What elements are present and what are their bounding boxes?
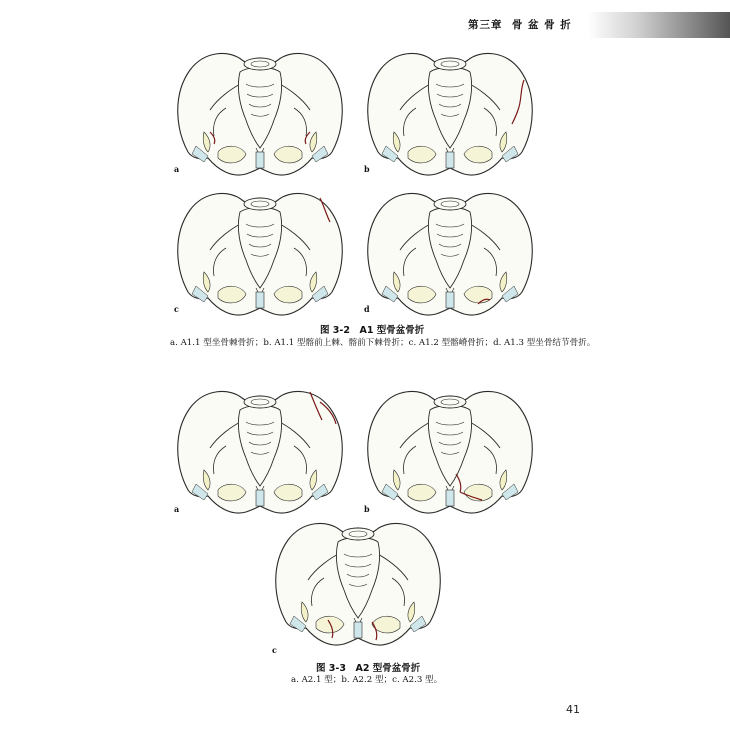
figure-3-3-panel-c — [268, 510, 448, 650]
panel-label-a: a — [174, 164, 180, 174]
pelvis-illustration — [360, 40, 540, 180]
pelvis-illustration — [170, 180, 350, 320]
figure-3-2-panel-a — [170, 40, 350, 180]
pelvis-illustration — [360, 180, 540, 320]
panel-label-c: c — [272, 645, 277, 655]
figure-3-2-title: 图 3-2 A1 型骨盆骨折 — [320, 325, 425, 336]
panel-label-c: c — [174, 304, 179, 314]
header-gradient-bar — [588, 12, 730, 38]
panel-label-d: d — [364, 304, 370, 314]
figure-3-3-panel-b — [360, 378, 540, 518]
figure-3-2-panel-c — [170, 180, 350, 320]
figure-3-3-panel-a — [170, 378, 350, 518]
pelvis-illustration — [360, 378, 540, 518]
header-title: 骨 盆 骨 折 — [511, 19, 572, 31]
running-header — [468, 12, 730, 38]
pelvis-illustration — [170, 378, 350, 518]
page-number: 41 — [566, 703, 580, 716]
figure-3-3-title: 图 3-3 A2 型骨盆骨折 — [316, 663, 421, 674]
pelvis-illustration — [170, 40, 350, 180]
figure-3-2-description: a. A1.1 型坐骨棘骨折；b. A1.1 型髂前上棘、髂前下棘骨折；c. A1.2 型髂嵴骨折；d. A1.3 型坐骨结节骨折。 — [170, 338, 596, 348]
panel-label-b: b — [364, 164, 370, 174]
figure-3-2-panel-d — [360, 180, 540, 320]
header-chapter: 第三章 — [468, 19, 503, 31]
panel-label-b: b — [364, 504, 370, 514]
pelvis-illustration — [268, 510, 448, 650]
figure-3-2-panel-b — [360, 40, 540, 180]
panel-label-a: a — [174, 504, 180, 514]
figure-3-3-description: a. A2.1 型；b. A2.2 型；c. A2.3 型。 — [291, 675, 443, 685]
header-chapter-title — [468, 17, 572, 32]
